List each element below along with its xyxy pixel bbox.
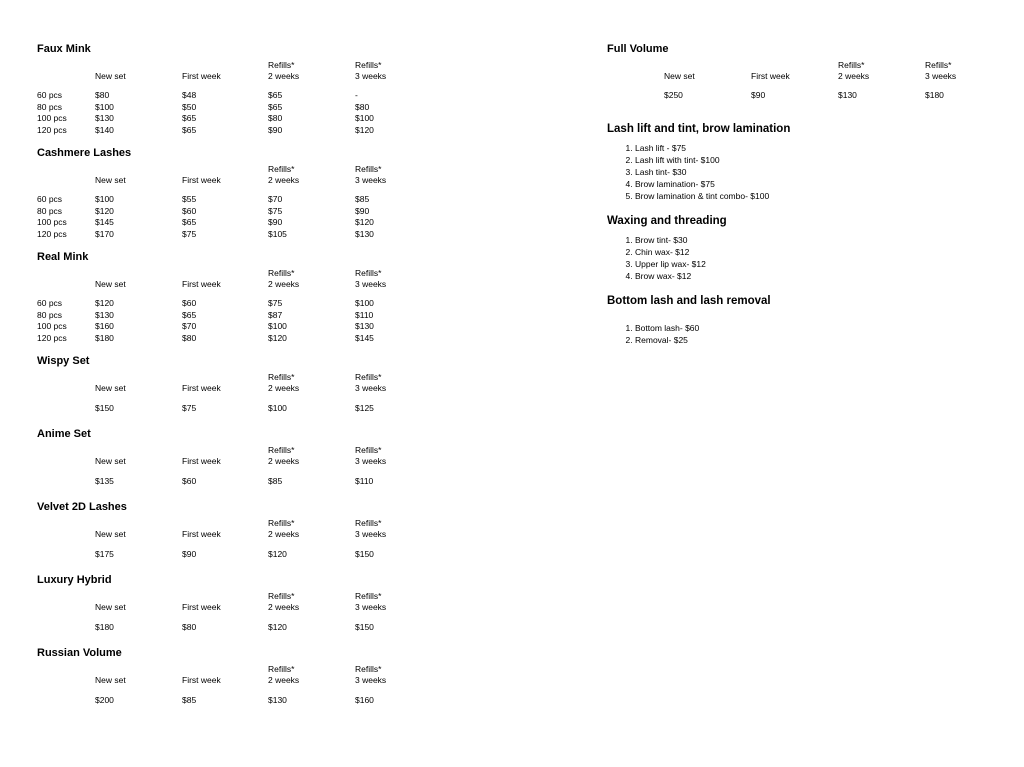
header-2-weeks: 2 weeks xyxy=(268,675,300,685)
price-section xyxy=(37,573,457,636)
price-section xyxy=(37,146,457,240)
price-3-weeks: $80 xyxy=(355,101,370,112)
price-3-weeks: $180 xyxy=(925,90,944,100)
header-refills: Refills* xyxy=(268,372,295,382)
table-row xyxy=(37,217,457,229)
list-item: 1. Lash lift - $75 xyxy=(635,142,987,154)
header-3-weeks: 3 weeks xyxy=(355,383,387,393)
header-first-week: First week xyxy=(751,71,790,81)
price-list-right-column xyxy=(607,42,987,358)
price-2-weeks: $100 xyxy=(268,321,287,331)
header-new-set: New set xyxy=(95,175,126,185)
price-first-week: $65 xyxy=(182,124,197,135)
table-row xyxy=(37,113,457,125)
price-new-set: $130 xyxy=(95,309,114,320)
lash-lift-section xyxy=(607,122,987,202)
price-first-week: $70 xyxy=(182,321,197,331)
price-section xyxy=(37,42,457,136)
price-section xyxy=(37,250,457,344)
header-3-weeks: 3 weeks xyxy=(355,529,387,539)
header-new-set: New set xyxy=(95,383,126,393)
price-3-weeks: $120 xyxy=(355,124,374,135)
header-refills: Refills* xyxy=(268,164,295,174)
header-3-weeks: 3 weeks xyxy=(355,175,387,185)
header-new-set: New set xyxy=(95,279,126,289)
price-2-weeks: $130 xyxy=(268,695,287,705)
header-3-weeks: 3 weeks xyxy=(355,675,387,685)
count-label: 60 pcs xyxy=(37,90,63,100)
price-new-set: $180 xyxy=(95,622,114,632)
price-new-set: $160 xyxy=(95,321,114,331)
price-3-weeks: $125 xyxy=(355,403,374,413)
table-header xyxy=(37,56,457,82)
price-3-weeks: $130 xyxy=(355,228,374,239)
price-first-week: $65 xyxy=(182,309,197,320)
price-new-set: $150 xyxy=(95,403,114,413)
header-3-weeks: 3 weeks xyxy=(355,456,387,466)
header-2-weeks: 2 weeks xyxy=(268,279,300,289)
price-new-set: $175 xyxy=(95,549,114,559)
price-3-weeks: $150 xyxy=(355,549,374,559)
header-refills: Refills* xyxy=(925,60,952,70)
list-item: 1. Bottom lash- $60 xyxy=(635,322,987,334)
price-3-weeks: $160 xyxy=(355,695,374,705)
section-title: Faux Mink xyxy=(37,43,91,55)
table-row xyxy=(607,90,987,104)
price-3-weeks: $150 xyxy=(355,622,374,632)
price-2-weeks: $100 xyxy=(268,403,287,413)
section-title: Lash lift and tint, brow lamination xyxy=(607,123,791,135)
table-header xyxy=(37,514,457,540)
price-first-week: $60 xyxy=(182,476,197,486)
price-section xyxy=(37,500,457,563)
header-new-set: New set xyxy=(95,529,126,539)
header-first-week: First week xyxy=(182,279,221,289)
price-first-week: $75 xyxy=(182,403,197,413)
header-refills: Refills* xyxy=(355,664,382,674)
header-refills: Refills* xyxy=(355,164,382,174)
table-row xyxy=(37,298,457,310)
section-title: Velvet 2D Lashes xyxy=(37,501,127,513)
table-row xyxy=(37,90,457,102)
price-new-set: $80 xyxy=(95,90,110,100)
list-item: 2. Lash lift with tint- $100 xyxy=(635,154,987,166)
table-header xyxy=(37,368,457,394)
table-row xyxy=(37,206,457,218)
price-2-weeks: $130 xyxy=(838,90,857,100)
header-first-week: First week xyxy=(182,71,221,81)
price-3-weeks: $100 xyxy=(355,298,374,308)
price-first-week: $65 xyxy=(182,217,197,227)
header-3-weeks: 3 weeks xyxy=(925,71,957,81)
service-list xyxy=(607,322,987,346)
price-new-set: $170 xyxy=(95,228,114,239)
table-row xyxy=(37,403,457,417)
table-header xyxy=(37,587,457,613)
price-new-set: $100 xyxy=(95,101,114,112)
price-section xyxy=(37,427,457,490)
header-refills: Refills* xyxy=(268,591,295,601)
table-header xyxy=(37,441,457,467)
price-first-week: $60 xyxy=(182,205,197,216)
count-label: 60 pcs xyxy=(37,194,63,204)
header-new-set: New set xyxy=(95,675,126,685)
header-3-weeks: 3 weeks xyxy=(355,602,387,612)
price-2-weeks: $90 xyxy=(268,124,283,135)
header-first-week: First week xyxy=(182,383,221,393)
header-3-weeks: 3 weeks xyxy=(355,279,387,289)
price-first-week: $55 xyxy=(182,194,197,204)
table-row xyxy=(37,125,457,137)
section-title: Anime Set xyxy=(37,428,91,440)
table-body xyxy=(37,90,457,136)
header-refills: Refills* xyxy=(355,518,382,528)
price-3-weeks: $120 xyxy=(355,217,374,227)
price-2-weeks: $105 xyxy=(268,228,287,239)
price-first-week: $48 xyxy=(182,90,197,100)
price-2-weeks: $120 xyxy=(268,549,287,559)
header-new-set: New set xyxy=(664,71,695,81)
header-first-week: First week xyxy=(182,456,221,466)
price-new-set: $200 xyxy=(95,695,114,705)
price-2-weeks: $90 xyxy=(268,217,283,227)
count-label: 120 pcs xyxy=(37,228,67,239)
section-title: Bottom lash and lash removal xyxy=(607,295,771,307)
price-3-weeks: - xyxy=(355,90,358,100)
section-title: Real Mink xyxy=(37,251,89,263)
price-2-weeks: $70 xyxy=(268,194,283,204)
header-first-week: First week xyxy=(182,675,221,685)
table-body xyxy=(37,403,457,417)
section-title: Wispy Set xyxy=(37,355,90,367)
service-list xyxy=(607,142,987,202)
header-refills: Refills* xyxy=(268,268,295,278)
price-3-weeks: $110 xyxy=(355,476,374,486)
count-label: 120 pcs xyxy=(37,124,67,135)
table-body xyxy=(37,298,457,344)
header-2-weeks: 2 weeks xyxy=(268,175,300,185)
price-2-weeks: $85 xyxy=(268,476,283,486)
header-refills: Refills* xyxy=(355,60,382,70)
price-2-weeks: $75 xyxy=(268,298,283,308)
price-new-set: $140 xyxy=(95,124,114,135)
price-first-week: $60 xyxy=(182,298,197,308)
price-first-week: $80 xyxy=(182,622,197,632)
list-item: 2. Removal- $25 xyxy=(635,334,987,346)
table-row xyxy=(37,102,457,114)
price-section xyxy=(37,646,457,709)
count-label: 80 pcs xyxy=(37,309,63,320)
price-3-weeks: $85 xyxy=(355,194,370,204)
table-row xyxy=(37,229,457,241)
price-2-weeks: $120 xyxy=(268,622,287,632)
header-refills: Refills* xyxy=(268,518,295,528)
full-volume-section xyxy=(607,42,987,104)
header-first-week: First week xyxy=(182,175,221,185)
table-row xyxy=(37,333,457,345)
table-row xyxy=(37,549,457,563)
bottom-lash-section xyxy=(607,294,987,346)
price-new-set: $180 xyxy=(95,332,114,343)
price-first-week: $50 xyxy=(182,101,197,112)
header-refills: Refills* xyxy=(268,60,295,70)
table-body xyxy=(37,194,457,240)
list-item: 1. Brow tint- $30 xyxy=(635,234,987,246)
list-item: 3. Lash tint- $30 xyxy=(635,166,987,178)
price-3-weeks: $90 xyxy=(355,205,370,216)
price-2-weeks: $80 xyxy=(268,113,283,123)
header-refills: Refills* xyxy=(355,591,382,601)
price-new-set: $145 xyxy=(95,217,114,227)
section-title: Russian Volume xyxy=(37,647,122,659)
price-first-week: $65 xyxy=(182,113,197,123)
header-2-weeks: 2 weeks xyxy=(268,456,300,466)
service-list xyxy=(607,234,987,282)
table-header xyxy=(37,160,457,186)
price-3-weeks: $100 xyxy=(355,113,374,123)
price-new-set: $120 xyxy=(95,205,114,216)
header-2-weeks: 2 weeks xyxy=(268,602,300,612)
header-refills: Refills* xyxy=(355,372,382,382)
table-header xyxy=(37,660,457,686)
header-refills: Refills* xyxy=(355,445,382,455)
price-2-weeks: $120 xyxy=(268,332,287,343)
section-title: Cashmere Lashes xyxy=(37,147,132,159)
header-2-weeks: 2 weeks xyxy=(268,71,300,81)
price-2-weeks: $87 xyxy=(268,309,283,320)
header-2-weeks: 2 weeks xyxy=(838,71,870,81)
table-body xyxy=(37,695,457,709)
header-2-weeks: 2 weeks xyxy=(268,383,300,393)
list-item: 4. Brow lamination- $75 xyxy=(635,178,987,190)
table-body xyxy=(37,476,457,490)
section-title: Waxing and threading xyxy=(607,215,727,227)
section-title: Full Volume xyxy=(607,43,669,55)
table-header xyxy=(607,56,987,82)
header-3-weeks: 3 weeks xyxy=(355,71,387,81)
price-new-set: $100 xyxy=(95,194,114,204)
header-first-week: First week xyxy=(182,529,221,539)
count-label: 120 pcs xyxy=(37,332,67,343)
header-refills: Refills* xyxy=(268,445,295,455)
list-item: 3. Upper lip wax- $12 xyxy=(635,258,987,270)
price-3-weeks: $130 xyxy=(355,321,374,331)
price-first-week: $75 xyxy=(182,228,197,239)
list-item: 5. Brow lamination & tint combo- $100 xyxy=(635,190,987,202)
price-section xyxy=(37,354,457,417)
header-refills: Refills* xyxy=(838,60,865,70)
table-header xyxy=(37,264,457,290)
price-new-set: $250 xyxy=(664,90,683,100)
table-row xyxy=(37,476,457,490)
count-label: 100 pcs xyxy=(37,321,67,331)
header-new-set: New set xyxy=(95,602,126,612)
price-new-set: $130 xyxy=(95,113,114,123)
count-label: 100 pcs xyxy=(37,113,67,123)
table-body xyxy=(37,549,457,563)
price-new-set: $120 xyxy=(95,298,114,308)
header-2-weeks: 2 weeks xyxy=(268,529,300,539)
price-first-week: $85 xyxy=(182,695,197,705)
header-new-set: New set xyxy=(95,456,126,466)
price-2-weeks: $75 xyxy=(268,205,283,216)
table-body xyxy=(37,622,457,636)
header-refills: Refills* xyxy=(355,268,382,278)
price-list-left-column xyxy=(37,42,457,719)
list-item: 2. Chin wax- $12 xyxy=(635,246,987,258)
price-first-week: $90 xyxy=(182,549,197,559)
price-3-weeks: $110 xyxy=(355,309,374,320)
price-3-weeks: $145 xyxy=(355,332,374,343)
table-row xyxy=(37,321,457,333)
table-row xyxy=(37,194,457,206)
price-2-weeks: $65 xyxy=(268,90,283,100)
count-label: 60 pcs xyxy=(37,298,63,308)
waxing-section xyxy=(607,214,987,282)
count-label: 80 pcs xyxy=(37,101,63,112)
section-title: Luxury Hybrid xyxy=(37,574,112,586)
count-label: 100 pcs xyxy=(37,217,67,227)
header-first-week: First week xyxy=(182,602,221,612)
price-first-week: $80 xyxy=(182,332,197,343)
list-item: 4. Brow wax- $12 xyxy=(635,270,987,282)
table-row xyxy=(37,622,457,636)
price-new-set: $135 xyxy=(95,476,114,486)
price-first-week: $90 xyxy=(751,90,766,100)
header-new-set: New set xyxy=(95,71,126,81)
table-row xyxy=(37,310,457,322)
table-body xyxy=(607,90,987,104)
count-label: 80 pcs xyxy=(37,205,63,216)
table-row xyxy=(37,695,457,709)
price-2-weeks: $65 xyxy=(268,101,283,112)
header-refills: Refills* xyxy=(268,664,295,674)
